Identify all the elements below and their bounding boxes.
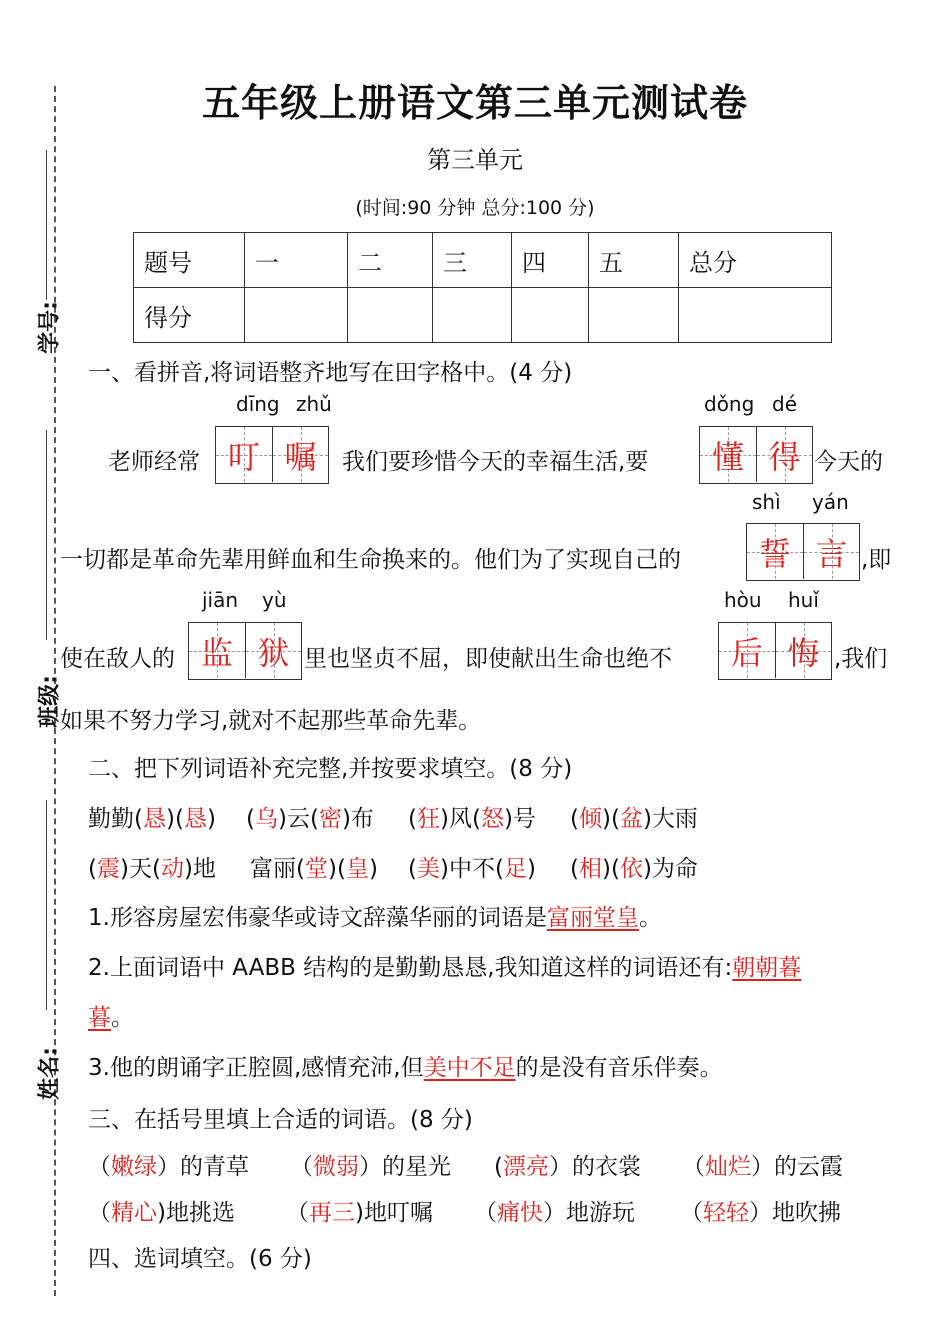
table-cell: 五 [589,233,679,288]
tianzige-cell[interactable]: 誓 [747,524,803,579]
tianzige-cell[interactable]: 得 [756,427,812,482]
table-cell: 题号 [134,233,245,288]
fill-item: （痛快）地游玩 [474,1200,635,1226]
pinyin: dé [772,392,797,416]
pinyin: dīng [236,392,280,416]
fill-item: （再三)地叮嘱 [286,1200,433,1226]
score-input-cell[interactable] [245,288,348,343]
answer: 相 [578,856,602,882]
answer: 嫩绿 [111,1154,157,1180]
text-line: 里也坚贞不屈，即使献出生命也绝不 [304,646,672,672]
section4-heading: 四、选词填空。(6 分) [88,1246,312,1272]
pinyin: zhǔ [296,392,332,416]
table-row [134,233,832,288]
answer: 皇 [345,856,369,882]
table-row [134,288,832,343]
unit-subtitle: 第三单元 [427,146,523,174]
pinyin: shì [752,490,781,514]
tianzige-cell[interactable]: 叮 [216,427,272,482]
fill-item: （微弱）的星光 [290,1154,451,1180]
section3-heading: 三、在括号里填上合适的词语。(8 分) [88,1107,473,1133]
tianzige-box [746,523,860,581]
text-line: ,即 [861,547,892,573]
answer: 动 [160,856,184,882]
answer: 堂 [304,856,328,882]
tianzige-cell[interactable]: 嘱 [272,427,328,482]
text-line: 如果不努力学习,就对不起那些革命先辈。 [60,708,482,734]
class-label: 班级: [37,675,63,728]
section1-heading: 一、看拼音,将词语整齐地写在田字格中。(4 分) [88,360,573,386]
answer: 美 [416,856,440,882]
answer: 乌 [254,806,278,832]
answer: 灿烂 [705,1154,751,1180]
answer: 恳 [142,806,166,832]
idiom: (乌)云(密)布 [246,806,374,832]
answer: 盆 [619,806,643,832]
answer: 依 [619,856,643,882]
text-line: ,我们 [834,646,888,672]
pinyin: hòu [724,588,762,612]
table-cell: 二 [348,233,433,288]
answer-blank[interactable]: 富丽堂皇 [546,905,639,931]
score-input-cell[interactable] [433,288,512,343]
table-cell: 一 [245,233,348,288]
idiom: (美)中不(足) [408,856,536,882]
tianzige-cell[interactable]: 懂 [700,427,756,482]
answer-blank[interactable]: 美中不足 [423,1055,516,1081]
fill-item: （轻轻）地吹拂 [680,1200,841,1226]
text-line: 老师经常 [108,449,200,475]
tianzige-cell[interactable]: 监 [189,623,245,678]
question-2-cont: 暮。 [88,1005,134,1031]
table-cell: 四 [512,233,589,288]
fill-item: (漂亮）的衣裳 [494,1154,641,1180]
tianzige-box [699,426,813,484]
tianzige-box [215,426,329,484]
tianzige-cell[interactable]: 悔 [775,623,831,678]
name-label: 姓名: [37,1047,63,1100]
text-line: 我们要珍惜今天的幸福生活,要 [342,449,649,475]
tianzige-box [188,622,302,680]
answer: 痛快 [497,1200,543,1226]
pinyin: yù [262,588,287,612]
question-3: 3.他的朗诵字正腔圆,感情充沛,但美中不足的是没有音乐伴奏。 [88,1055,723,1081]
answer-blank[interactable]: 朝朝暮 [732,955,802,981]
answer: 轻轻 [703,1200,749,1226]
tianzige-cell[interactable]: 狱 [245,623,301,678]
score-input-cell[interactable] [679,288,832,343]
score-input-cell[interactable] [348,288,433,343]
answer: 密 [318,806,342,832]
tianzige-cell[interactable]: 言 [803,524,859,579]
pinyin: jiān [202,588,239,612]
text-line: 使在敌人的 [60,646,175,672]
idiom: (相)(依)为命 [570,856,698,882]
question-1: 1.形容房屋宏伟豪华或诗文辞藻华丽的词语是富丽堂皇。 [88,905,662,931]
score-input-cell[interactable] [512,288,589,343]
fill-item: （精心)地挑选 [88,1200,235,1226]
fill-item: （灿烂）的云霞 [682,1154,843,1180]
tianzige-box [718,622,832,680]
answer: 足 [503,856,527,882]
text-line: 一切都是革命先辈用鲜血和生命换来的。他们为了实现自己的 [60,547,681,573]
answer: 恳 [183,806,207,832]
table-cell: 三 [433,233,512,288]
time-info: (时间:90 分钟 总分:100 分) [355,197,595,219]
table-cell: 总分 [679,233,832,288]
idiom: (震)天(动)地 [88,856,216,882]
table-cell: 得分 [134,288,245,343]
answer: 漂亮 [502,1154,549,1180]
answer: 再三 [309,1200,355,1226]
answer: 震 [96,856,120,882]
answer: 微弱 [313,1154,359,1180]
idiom: (狂)风(怒)号 [408,806,536,832]
answer: 狂 [416,806,440,832]
student-id-label: 学号: [37,301,63,354]
question-2: 2.上面词语中 AABB 结构的是勤勤恳恳,我知道这样的词语还有:朝朝暮 [88,955,802,981]
idiom: 勤勤(恳)(恳) [88,806,216,832]
fill-item: （嫩绿）的青草 [88,1154,249,1180]
score-table [133,232,832,343]
idiom: (倾)(盆)大雨 [570,806,698,832]
text-line: 今天的 [814,449,883,475]
section2-heading: 二、把下列词语补充完整,并按要求填空。(8 分) [88,756,573,782]
answer: 倾 [578,806,602,832]
score-input-cell[interactable] [589,288,679,343]
pinyin: yán [812,490,849,514]
tianzige-cell[interactable]: 后 [719,623,775,678]
idiom: 富丽(堂)(皇) [250,856,378,882]
page-title: 五年级上册语文第三单元测试卷 [201,81,748,125]
class-blank-line [46,430,47,640]
name-blank-line [46,800,47,1010]
pinyin: dǒng [704,392,755,416]
answer: 精心 [111,1200,157,1226]
pinyin: huǐ [788,588,819,612]
answer-blank[interactable]: 暮 [88,1005,111,1031]
answer: 怒 [480,806,504,832]
